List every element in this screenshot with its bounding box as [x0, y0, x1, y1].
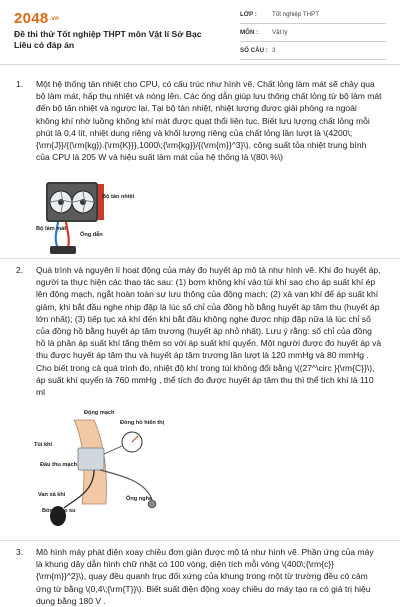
figure-label: Đầu thu mạch	[40, 462, 77, 468]
question-text: Quá trình và nguyên lí hoạt động của máy đo huyết áp mô tả như hình vẽ. Khi đo huyết áp, người ta thực hiện các thao tác sau: (1) bơm không khí vào túi khí sao cho áp suất khí ép lên động mạch, ngắt hoàn toàn sự lưu thông của động mạch; (2) xả van khí để áp suất khí giảm, khi bắt đầu nghe nhịp đập là lúc số chỉ của đồng hồ bằng huyết áp tâm thu (huyết áp lớn nhất); (3) tiếp tục xả khí đến khi bắt đầu không nghe được nhịp đập nữa là lúc chỉ số của đồng hồ bằng huyết áp tâm trương (huyết áp nhỏ nhất). Lưu ý rằng: số chỉ của đồng hồ là phần áp suất khí tăng thêm so với áp suất khí quyển. Một người được đo huyết áp và thu được huyết áp tâm thu và huyết áp tâm trương lần lượt là 120 mmHg và 80 mmHg . Cho biết trong cả quá trình đo, nhiệt độ khí trong túi không đổi bằng \((27^\circ }{\rm{C}}\), áp suất khí quyển là 760 mmHg , thể tích đo được huyết áp tâm thu thì thể tích khí là 110 ml	[36, 265, 382, 398]
cpu-cooling-drawing	[36, 176, 146, 256]
question-text: Một hệ thống tản nhiệt cho CPU, có cấu trúc như hình vẽ. Chất lỏng làm mát sẽ chảy qua bộ làm mát, hấp thụ nhiệt và nóng lên. Các ống dẫn giúp lưu thông chất lỏng từ bộ làm mát đến bộ tản nhiệt và ngược lại. Tại bộ tản nhiệt, nhiệt lượng được giải phóng ra ngoài không khí nhờ luồng không khí mát được quạt thổi liên tục. Biết lưu lượng chất lỏng mỗi phút là 0,4 lít, nhiệt dung riêng và khối lượng riêng của chất lỏng lần lượt là \(4200\;{\rm{J}}/{(\rm{kg}).{\rm{K}}},1000\;{\rm{kg}}/{(\rm{m}}^3}\), công suất tỏa nhiệt trung bình của CPU là 205 W và hiệu suất làm mát của hệ thống là \(80\ %\)	[36, 79, 382, 163]
figure-label: Bộ làm mát	[36, 226, 67, 232]
meta-value: 3	[272, 47, 276, 54]
question-number: 3.	[16, 547, 24, 557]
question-number: 2.	[16, 265, 24, 275]
figure-label: Đồng hồ hiển thị	[120, 420, 165, 426]
meta-key: SỐ CÂU :	[240, 47, 268, 54]
meta-row-count	[240, 42, 386, 60]
meta-key: MÔN :	[240, 29, 259, 36]
question-separator	[0, 258, 400, 259]
figure-label: Động mạch	[84, 410, 115, 416]
question-separator	[0, 540, 400, 541]
question-2	[16, 264, 382, 398]
figure-label: Van xả khí	[38, 492, 66, 498]
exam-title: Đề thi thử Tốt nghiệp THPT môn Vật lí Sở Bạc Liêu có đáp án	[14, 29, 202, 50]
figure-label: Bộ tản nhiệt	[102, 194, 135, 200]
meta-row-class	[240, 6, 386, 24]
meta-value: Vật lý	[272, 29, 288, 36]
figure-label: Túi khí	[34, 442, 53, 448]
header-divider	[0, 64, 400, 65]
blood-pressure-figure	[34, 412, 184, 530]
cpu-cooling-figure	[36, 176, 146, 256]
question-number: 1.	[16, 79, 24, 89]
question-3	[16, 546, 382, 607]
meta-value: Tốt nghiệp THPT	[272, 11, 320, 18]
figure-label: Ống dẫn	[80, 232, 103, 238]
meta-key: LỚP :	[240, 11, 257, 18]
question-text: Mô hình máy phát điện xoay chiều đơn giản được mô tả như hình vẽ. Phần ứng của máy là khung dây dẫn hình chữ nhật có 100 vòng, diện tích mỗi vòng \(400\;{\rm{c}}{\rm{m}}^2}\), quay đều quanh trục đối xứng của khung trong một từ trường đều có cảm ứng từ bằng \(0,4\;{\rm{T}}\). Biết suất điện động xoay chiều do máy tạo ra có giá trị hiệu dụng bằng 180 V .	[36, 547, 374, 606]
site-logo[interactable]: 2048.vn	[14, 10, 60, 27]
meta-row-subject	[240, 24, 386, 42]
figure-label: Bóng cao su	[42, 508, 76, 514]
exam-meta	[240, 6, 386, 60]
question-1	[16, 78, 382, 163]
figure-label: Ống nghe	[126, 496, 153, 502]
